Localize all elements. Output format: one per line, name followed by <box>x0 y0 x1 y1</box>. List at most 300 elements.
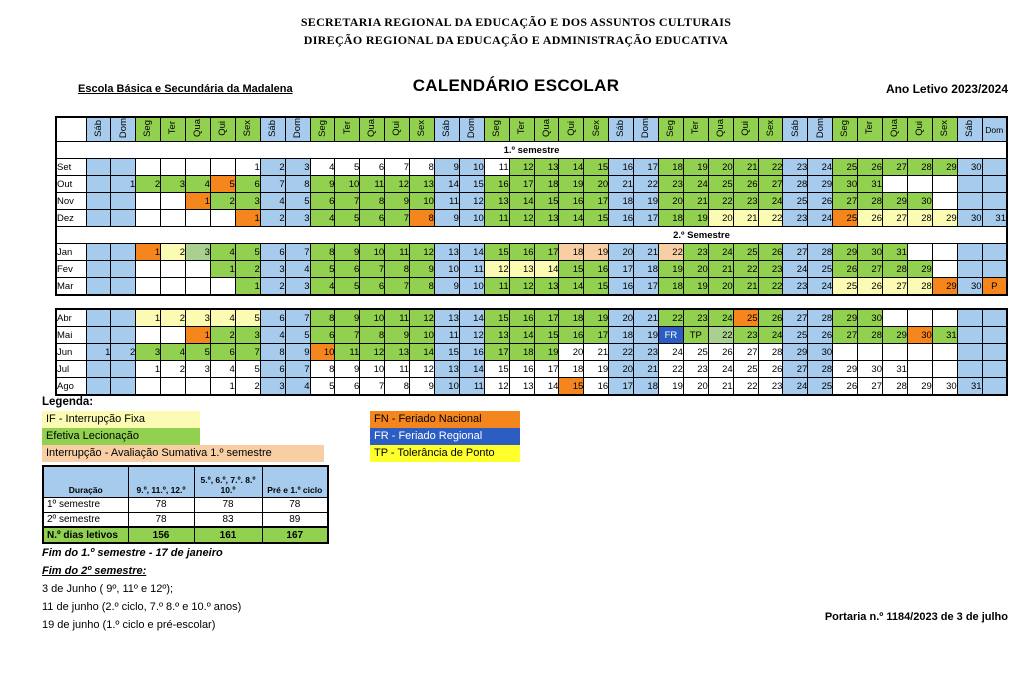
day-cell: 15 <box>484 361 509 378</box>
day-cell <box>86 176 111 193</box>
day-cell: 10 <box>434 261 459 278</box>
day-cell: 27 <box>783 361 808 378</box>
month-label: Jul <box>56 361 86 378</box>
day-cell: 9 <box>335 309 360 327</box>
day-cell: 24 <box>808 210 833 227</box>
day-cell: 6 <box>210 344 235 361</box>
semester-separator-row <box>56 227 1007 244</box>
day-cell: 3 <box>260 261 285 278</box>
day-cell: 3 <box>186 361 211 378</box>
summary-total-cell: 167 <box>262 527 328 543</box>
day-cell <box>907 309 932 327</box>
day-cell: 5 <box>235 361 260 378</box>
day-cell: 5 <box>285 327 310 344</box>
day-cell: 9 <box>335 244 360 261</box>
day-cell <box>957 261 982 278</box>
day-cell: 29 <box>932 278 957 296</box>
day-cell: 6 <box>260 309 285 327</box>
weekday-header-cell: Dom <box>111 117 136 142</box>
day-cell <box>186 261 211 278</box>
day-cell <box>136 193 161 210</box>
day-cell: 14 <box>559 278 584 296</box>
day-cell: 28 <box>858 327 883 344</box>
day-cell: 24 <box>808 159 833 176</box>
day-cell: 1 <box>210 261 235 278</box>
day-cell: 13 <box>484 193 509 210</box>
day-cell <box>136 210 161 227</box>
day-cell <box>932 361 957 378</box>
day-cell <box>86 261 111 278</box>
day-cell: 16 <box>459 344 484 361</box>
day-cell <box>982 361 1007 378</box>
day-cell <box>111 278 136 296</box>
day-cell: 10 <box>459 210 484 227</box>
day-cell <box>186 159 211 176</box>
day-cell: 9 <box>385 193 410 210</box>
day-cell: 18 <box>658 210 683 227</box>
day-cell: 2 <box>111 344 136 361</box>
day-cell: 23 <box>683 244 708 261</box>
day-cell: 25 <box>733 244 758 261</box>
day-cell: 13 <box>434 244 459 261</box>
day-cell <box>982 261 1007 278</box>
day-cell: 12 <box>509 159 534 176</box>
day-cell: 7 <box>285 361 310 378</box>
day-cell: 4 <box>260 327 285 344</box>
day-cell: 28 <box>907 278 932 296</box>
day-cell: 27 <box>858 261 883 278</box>
day-cell: 9 <box>285 344 310 361</box>
day-cell <box>932 261 957 278</box>
day-cell: 7 <box>360 261 385 278</box>
day-cell <box>136 261 161 278</box>
day-cell: 23 <box>733 193 758 210</box>
semester-separator <box>56 142 1007 159</box>
note-end-sem2-title: Fim do 2º semestre: <box>42 565 147 577</box>
day-cell: 17 <box>634 210 659 227</box>
day-cell: 27 <box>733 344 758 361</box>
day-cell <box>210 159 235 176</box>
day-cell: 8 <box>360 327 385 344</box>
day-cell <box>907 244 932 261</box>
day-cell: 18 <box>509 344 534 361</box>
month-label: Set <box>56 159 86 176</box>
day-cell: 4 <box>210 309 235 327</box>
day-cell: 4 <box>285 261 310 278</box>
day-cell: 16 <box>509 361 534 378</box>
month-row-dez <box>56 210 1007 227</box>
day-cell: 28 <box>883 261 908 278</box>
day-cell: 28 <box>907 210 932 227</box>
day-cell <box>982 159 1007 176</box>
day-cell: 20 <box>708 159 733 176</box>
day-cell: 18 <box>559 361 584 378</box>
day-cell: 7 <box>285 309 310 327</box>
summary-header-cell: 5.º, 6.º, 7.º. 8.º 10.º <box>194 466 262 497</box>
day-cell <box>907 344 932 361</box>
day-cell: 12 <box>509 278 534 296</box>
day-cell: 29 <box>883 327 908 344</box>
day-cell: 2 <box>161 309 186 327</box>
day-cell <box>161 210 186 227</box>
day-cell: 19 <box>683 278 708 296</box>
month-row-ago <box>56 378 1007 396</box>
summary-header-row <box>43 466 328 497</box>
day-cell: 26 <box>833 261 858 278</box>
day-cell: 27 <box>833 327 858 344</box>
day-cell: 12 <box>484 378 509 396</box>
day-cell: 27 <box>883 159 908 176</box>
day-cell: 22 <box>708 327 733 344</box>
day-cell: 8 <box>410 159 435 176</box>
summary-cell: 78 <box>128 512 194 527</box>
day-cell: 9 <box>410 378 435 396</box>
day-cell <box>86 210 111 227</box>
day-cell: 20 <box>708 278 733 296</box>
day-cell: 13 <box>509 378 534 396</box>
day-cell: 13 <box>534 210 559 227</box>
day-cell: 30 <box>932 378 957 396</box>
semester-separator-row <box>56 142 1007 159</box>
weekday-header-cell: Seg <box>658 117 683 142</box>
summary-cell: 78 <box>262 497 328 512</box>
day-cell: 24 <box>658 344 683 361</box>
day-cell: 9 <box>434 210 459 227</box>
day-cell: 7 <box>335 193 360 210</box>
day-cell: 1 <box>186 327 211 344</box>
direcao-header: DIREÇÃO REGIONAL DA EDUCAÇÃO E ADMINISTRAÇÃO EDUCATIVA <box>303 33 729 47</box>
day-cell: 17 <box>584 193 609 210</box>
day-cell: 21 <box>733 278 758 296</box>
day-cell: 26 <box>808 193 833 210</box>
summary-table-wrap <box>42 465 329 544</box>
legend-left-column <box>42 411 324 462</box>
day-cell: 30 <box>858 309 883 327</box>
day-cell: 23 <box>733 327 758 344</box>
weekday-header-cell: Qui <box>907 117 932 142</box>
day-cell: 28 <box>858 193 883 210</box>
day-cell: 8 <box>360 193 385 210</box>
day-cell: 25 <box>808 261 833 278</box>
day-cell: 20 <box>683 261 708 278</box>
day-cell <box>932 193 957 210</box>
day-cell: 3 <box>260 378 285 396</box>
day-cell: 1 <box>235 278 260 296</box>
day-cell: 6 <box>335 378 360 396</box>
weekday-header-cell: Sex <box>410 117 435 142</box>
day-cell: 11 <box>385 361 410 378</box>
day-cell: 12 <box>459 193 484 210</box>
day-cell <box>957 344 982 361</box>
day-cell: 31 <box>932 327 957 344</box>
day-cell: 19 <box>658 261 683 278</box>
day-cell: 12 <box>360 344 385 361</box>
day-cell <box>186 378 211 396</box>
day-cell: 7 <box>385 159 410 176</box>
weekday-header-cell: Ter <box>858 117 883 142</box>
day-cell: 24 <box>708 244 733 261</box>
day-cell: 1 <box>111 176 136 193</box>
day-cell: 26 <box>833 378 858 396</box>
legend-item: TP - Tolerância de Ponto <box>370 445 520 462</box>
day-cell: 17 <box>609 378 634 396</box>
day-cell: 12 <box>484 261 509 278</box>
day-cell: 16 <box>584 261 609 278</box>
day-cell <box>161 159 186 176</box>
day-cell: TP <box>683 327 708 344</box>
day-cell: 16 <box>609 278 634 296</box>
weekday-header-cell: Qua <box>883 117 908 142</box>
day-cell: 30 <box>957 278 982 296</box>
day-cell: 28 <box>783 176 808 193</box>
legend-item: FN - Feriado Nacional <box>370 411 520 428</box>
day-cell: 1 <box>136 244 161 261</box>
day-cell: 27 <box>833 193 858 210</box>
weekday-header-cell: Sex <box>758 117 783 142</box>
day-cell: 5 <box>235 309 260 327</box>
day-cell: 29 <box>833 361 858 378</box>
weekday-header-cell: Qua <box>708 117 733 142</box>
day-cell: 22 <box>658 361 683 378</box>
day-cell: 6 <box>360 210 385 227</box>
weekday-header-cell: Sáb <box>434 117 459 142</box>
day-cell: 15 <box>584 210 609 227</box>
day-cell <box>210 210 235 227</box>
day-cell: 16 <box>484 176 509 193</box>
day-cell <box>161 193 186 210</box>
day-cell <box>957 361 982 378</box>
day-cell: 22 <box>733 261 758 278</box>
day-cell: 17 <box>634 159 659 176</box>
day-cell: 10 <box>410 327 435 344</box>
day-cell: 7 <box>385 210 410 227</box>
day-cell: 24 <box>708 361 733 378</box>
day-cell <box>111 361 136 378</box>
day-cell <box>833 344 858 361</box>
day-cell: 1 <box>136 361 161 378</box>
day-cell: 7 <box>260 176 285 193</box>
day-cell <box>161 327 186 344</box>
day-cell: 18 <box>609 193 634 210</box>
day-cell: 29 <box>883 193 908 210</box>
day-cell: 24 <box>758 193 783 210</box>
day-cell <box>982 378 1007 396</box>
day-cell: 7 <box>235 344 260 361</box>
day-cell: 5 <box>186 344 211 361</box>
day-cell <box>982 344 1007 361</box>
day-cell: 1 <box>186 193 211 210</box>
day-cell: 5 <box>335 159 360 176</box>
day-cell: 9 <box>434 278 459 296</box>
day-cell: 30 <box>907 193 932 210</box>
day-cell: 23 <box>758 261 783 278</box>
day-cell: P <box>982 278 1007 296</box>
summary-header-cell: 9.º, 11.º, 12.º <box>128 466 194 497</box>
weekday-header-cell: Dom <box>808 117 833 142</box>
day-cell: 2 <box>235 378 260 396</box>
secretaria-header: SECRETARIA REGIONAL DA EDUCAÇÃO E DOS ASSUNTOS CULTURAIS <box>300 15 732 29</box>
month-row-jun <box>56 344 1007 361</box>
legend-item: Efetiva Lecionação <box>42 428 200 445</box>
day-cell: 17 <box>609 261 634 278</box>
day-cell: 3 <box>285 278 310 296</box>
day-cell: 30 <box>957 159 982 176</box>
day-cell <box>883 309 908 327</box>
day-cell: 28 <box>758 344 783 361</box>
day-cell: 10 <box>360 244 385 261</box>
day-cell: 27 <box>883 210 908 227</box>
month-label: Dez <box>56 210 86 227</box>
school-year-label: Ano Letivo 2023/2024 <box>885 82 1008 96</box>
day-cell: 18 <box>658 278 683 296</box>
day-cell <box>957 244 982 261</box>
month-row-mai <box>56 327 1007 344</box>
day-cell: 22 <box>609 344 634 361</box>
weekday-header-row <box>56 117 1007 142</box>
day-cell: 9 <box>385 327 410 344</box>
day-cell: 13 <box>509 261 534 278</box>
day-cell: 26 <box>758 361 783 378</box>
day-cell <box>111 378 136 396</box>
day-cell: 20 <box>658 193 683 210</box>
day-cell <box>982 244 1007 261</box>
day-cell: 22 <box>758 210 783 227</box>
day-cell <box>932 176 957 193</box>
day-cell: 10 <box>360 309 385 327</box>
day-cell <box>136 378 161 396</box>
day-cell <box>111 193 136 210</box>
calendar-table-bottom <box>55 308 1008 396</box>
day-cell: 4 <box>310 210 335 227</box>
day-cell <box>86 378 111 396</box>
day-cell: 26 <box>858 159 883 176</box>
day-cell <box>86 244 111 261</box>
weekday-header-cell: Sáb <box>86 117 111 142</box>
day-cell: 9 <box>310 176 335 193</box>
day-cell: 22 <box>634 176 659 193</box>
day-cell <box>111 159 136 176</box>
day-cell: 27 <box>758 176 783 193</box>
legend-item: Interrupção - Avaliação Sumativa 1.º semestre <box>42 445 324 462</box>
day-cell <box>136 327 161 344</box>
day-cell: 2 <box>260 210 285 227</box>
day-cell: 30 <box>808 344 833 361</box>
day-cell: 11 <box>385 309 410 327</box>
day-cell: 3 <box>186 244 211 261</box>
day-cell <box>161 378 186 396</box>
month-row-nov <box>56 193 1007 210</box>
day-cell: 14 <box>509 193 534 210</box>
note-line: 3 de Junho ( 9º, 11º e 12º); <box>42 583 174 595</box>
day-cell: 1 <box>235 159 260 176</box>
day-cell: 21 <box>733 159 758 176</box>
day-cell: 12 <box>509 210 534 227</box>
day-cell: 6 <box>310 327 335 344</box>
day-cell: 10 <box>310 344 335 361</box>
weekday-header-cell: Qua <box>534 117 559 142</box>
day-cell <box>186 278 211 296</box>
day-cell: 1 <box>86 344 111 361</box>
day-cell: 5 <box>210 176 235 193</box>
day-cell: 11 <box>360 176 385 193</box>
day-cell: 21 <box>683 193 708 210</box>
weekday-header-cell: Seg <box>484 117 509 142</box>
day-cell: 11 <box>484 159 509 176</box>
day-cell: 12 <box>410 361 435 378</box>
day-cell: 22 <box>658 244 683 261</box>
day-cell: 4 <box>210 244 235 261</box>
summary-header-cell: Duração <box>43 466 128 497</box>
weekday-header-cell: Qui <box>385 117 410 142</box>
day-cell: 31 <box>957 378 982 396</box>
day-cell: 14 <box>509 327 534 344</box>
day-cell: 22 <box>658 309 683 327</box>
day-cell: 21 <box>708 378 733 396</box>
day-cell: 31 <box>883 244 908 261</box>
day-cell: 6 <box>235 176 260 193</box>
weekday-header-cell: Qua <box>360 117 385 142</box>
day-cell: 12 <box>459 327 484 344</box>
day-cell: 16 <box>559 327 584 344</box>
month-label: Nov <box>56 193 86 210</box>
day-cell: 16 <box>509 309 534 327</box>
day-cell: 8 <box>285 176 310 193</box>
legend-item: FR - Feriado Regional <box>370 428 520 445</box>
day-cell: 19 <box>634 193 659 210</box>
day-cell <box>957 327 982 344</box>
day-cell <box>111 261 136 278</box>
day-cell: 11 <box>459 378 484 396</box>
day-cell: 14 <box>534 261 559 278</box>
day-cell: 19 <box>584 309 609 327</box>
day-cell <box>86 309 111 327</box>
month-row-fev <box>56 261 1007 278</box>
day-cell: 11 <box>459 261 484 278</box>
weekday-header-cell: Sex <box>235 117 260 142</box>
weekday-header-cell: Dom <box>285 117 310 142</box>
day-cell: 19 <box>683 159 708 176</box>
weekday-header-cell: Seg <box>136 117 161 142</box>
weekday-header-cell: Ter <box>161 117 186 142</box>
day-cell: 23 <box>634 344 659 361</box>
summary-data-row <box>43 512 328 527</box>
day-cell: 8 <box>260 344 285 361</box>
day-cell <box>86 159 111 176</box>
weekday-header-cell: Seg <box>310 117 335 142</box>
day-cell <box>907 361 932 378</box>
summary-cell: 1º semestre <box>43 497 128 512</box>
day-cell: 19 <box>658 378 683 396</box>
day-cell: 4 <box>310 159 335 176</box>
month-label: Fev <box>56 261 86 278</box>
day-cell: 29 <box>808 176 833 193</box>
day-cell: 6 <box>335 261 360 278</box>
day-cell: 10 <box>434 378 459 396</box>
month-label: Jun <box>56 344 86 361</box>
day-cell: 12 <box>410 309 435 327</box>
day-cell: 28 <box>907 159 932 176</box>
day-cell: 3 <box>285 159 310 176</box>
day-cell: 15 <box>559 261 584 278</box>
weekday-header-cell: Seg <box>833 117 858 142</box>
day-cell: 17 <box>484 344 509 361</box>
weekday-header-cell: Sáb <box>609 117 634 142</box>
day-cell: 21 <box>634 244 659 261</box>
day-cell: 24 <box>758 327 783 344</box>
day-cell: 8 <box>310 244 335 261</box>
day-cell: 24 <box>808 278 833 296</box>
day-cell <box>186 210 211 227</box>
